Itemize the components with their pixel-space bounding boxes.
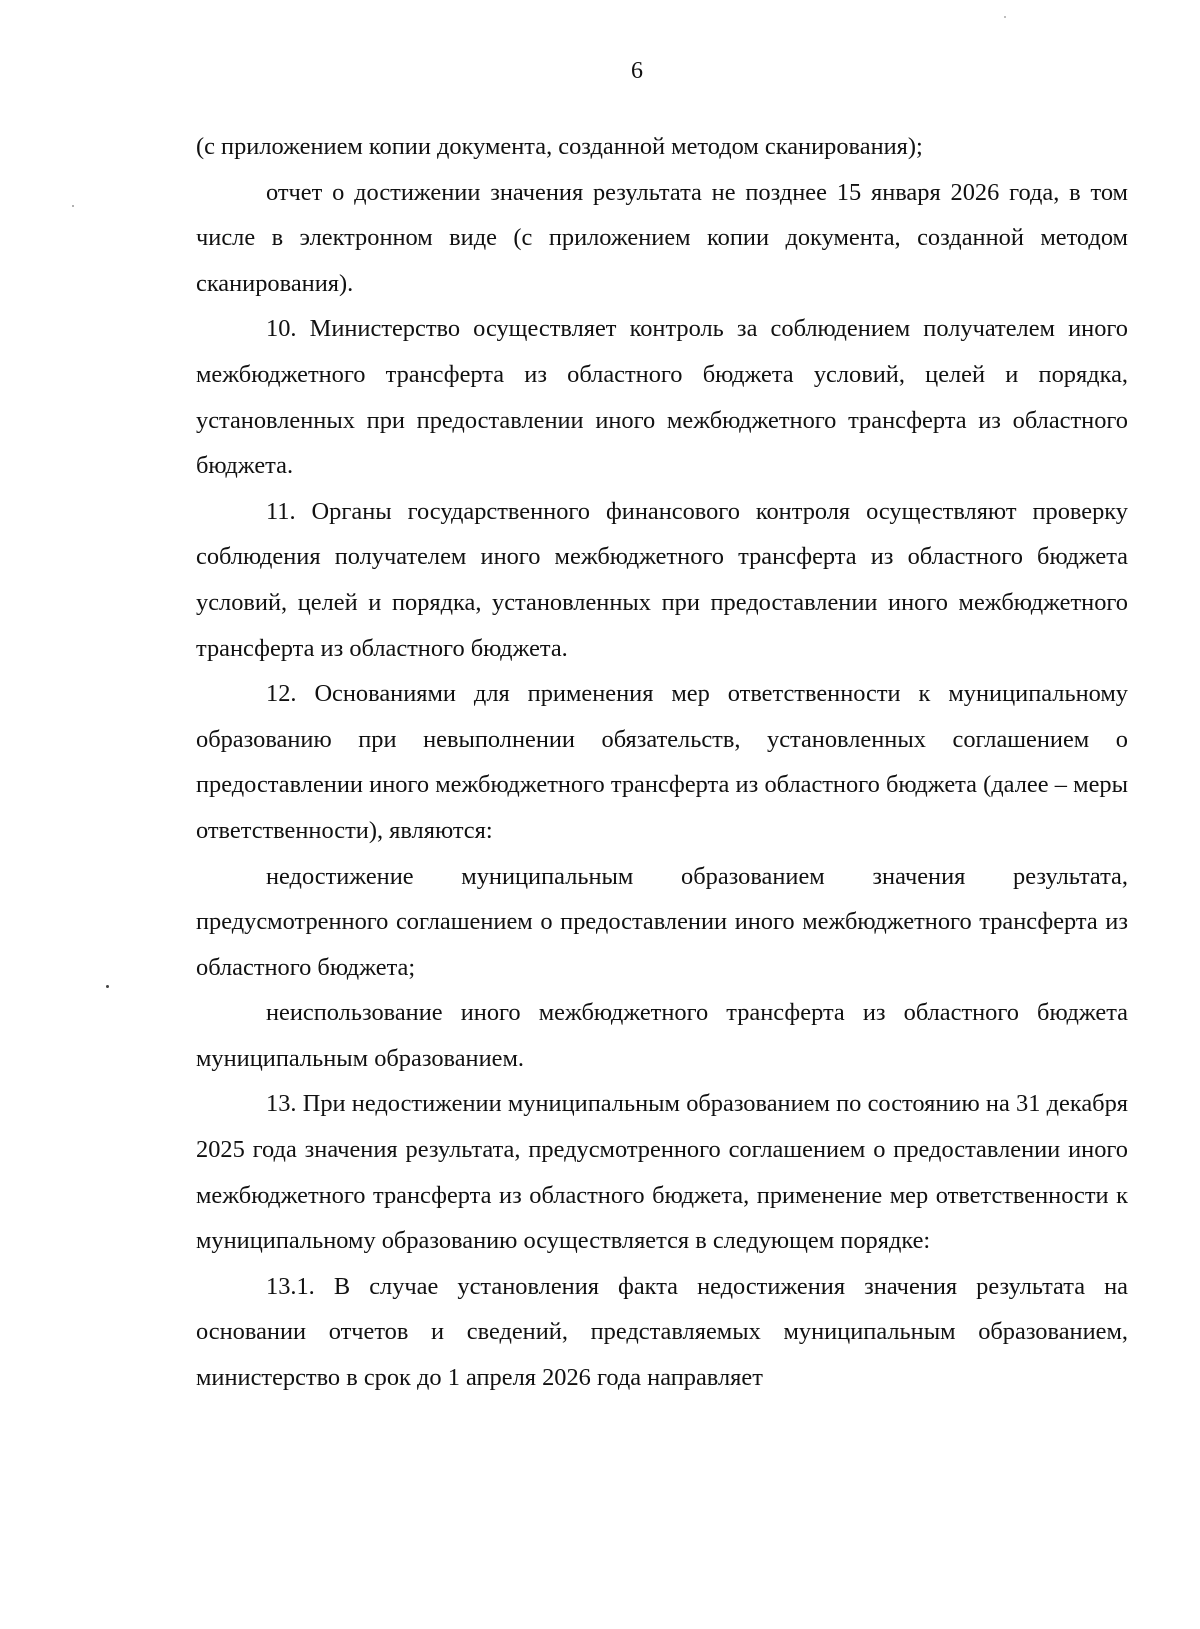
paragraph-12: 12. Основаниями для применения мер ответственности к муниципальному образованию при невыполнении обязательств, установленных соглашением о предоставлении иного межбюджетного трансферта из областного бюджета (далее – меры ответственности), являются: — [196, 680, 1128, 844]
scan-speck — [1004, 16, 1006, 18]
scan-speck — [106, 985, 109, 988]
paragraph-12-item-1: недостижение муниципальным образованием значения результата, предусмотренного соглашением о предоставлении иного межбюджетного трансферта из областного бюджета; — [196, 862, 1128, 981]
paragraph-continuation: (с приложением копии документа, созданной методом сканирования); — [196, 133, 923, 160]
scan-speck — [72, 205, 74, 207]
paragraph-12-item-2: неиспользование иного межбюджетного трансферта из областного бюджета муниципальным образованием. — [196, 999, 1128, 1072]
page-number: 6 — [631, 58, 643, 84]
paragraph-13: 13. При недостижении муниципальным образованием по состоянию на 31 декабря 2025 года значения результата, предусмотренного соглашением о предоставлении иного межбюджетного трансферта из областного бюджета, применение мер ответственности к муниципальному образованию осуществляется в следующем порядке: — [196, 1090, 1128, 1255]
paragraph-11: 11. Органы государственного финансового контроля осуществляют проверку соблюдения получателем иного межбюджетного трансферта из областного бюджета условий, целей и порядка, установленных при предоставлении иного межбюджетного трансферта из областного бюджета. — [196, 497, 1128, 662]
document-body — [196, 124, 1128, 1401]
paragraph-13-1: 13.1. В случае установления факта недостижения значения результата на основании отчетов и сведений, представляемых муниципальным образованием, министерство в срок до 1 апреля 2026 года направляет — [196, 1272, 1128, 1392]
paragraph-10: 10. Министерство осуществляет контроль за соблюдением получателем иного межбюджетного трансферта из областного бюджета условий, целей и порядка, установленных при предоставлении иного межбюджетного трансферта из областного бюджета. — [196, 315, 1128, 480]
paragraph-report-deadline: отчет о достижении значения результата не позднее 15 января 2026 года, в том числе в электронном виде (с приложением копии документа, созданной методом сканирования). — [196, 178, 1128, 297]
